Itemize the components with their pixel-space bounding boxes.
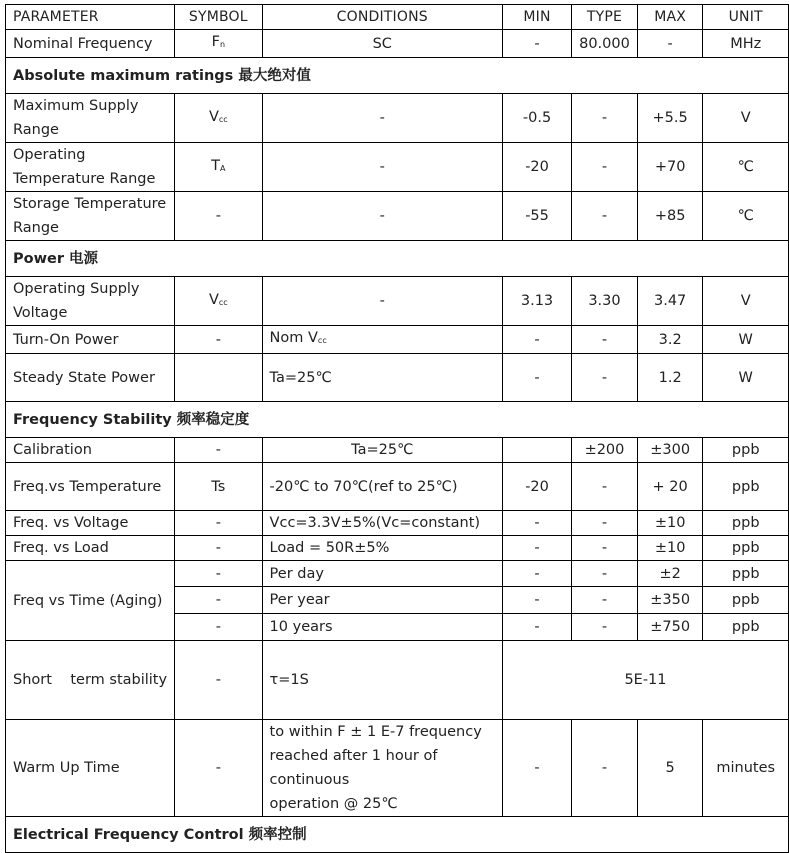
max-cell: 3.47 [637, 277, 703, 326]
max-cell: 3.2 [637, 326, 703, 354]
max-cell: ±2 [637, 561, 703, 587]
conditions-cell: Vcc=3.3V±5%(Vc=constant) [262, 511, 502, 536]
symbol-cell: - [175, 192, 262, 241]
parameter-cell: Maximum Supply Range [6, 94, 175, 143]
header-conditions: CONDITIONS [262, 5, 502, 30]
unit-cell: ppb [703, 614, 789, 641]
conditions-cell: -20℃ to 70℃(ref to 25℃) [262, 463, 502, 511]
section-title: Electrical Frequency Control 频率控制 [6, 817, 789, 853]
symbol-cell: - [175, 536, 262, 561]
table-row [6, 511, 789, 536]
unit-cell: ppb [703, 587, 789, 614]
section-row-absolute-max [6, 58, 789, 94]
parameter-cell: Operating Supply Voltage [6, 277, 175, 326]
min-cell: - [502, 587, 571, 614]
header-min: MIN [502, 5, 571, 30]
type-cell: - [572, 94, 638, 143]
section-title: Frequency Stability 频率稳定度 [6, 402, 789, 438]
specification-table [5, 4, 789, 853]
symbol-text: V [208, 108, 219, 125]
conditions-cell: - [262, 143, 502, 192]
conditions-cell: τ=1S [262, 641, 502, 720]
type-cell: - [572, 192, 638, 241]
parameter-cell: Turn-On Power [6, 326, 175, 354]
unit-cell: MHz [703, 30, 789, 58]
min-cell [502, 438, 571, 463]
parameter-cell: Freq.vs Temperature [6, 463, 175, 511]
conditions-cell: SC [262, 30, 502, 58]
symbol-subscript: cc [218, 114, 228, 124]
type-cell: - [572, 561, 638, 587]
conditions-line: operation @ 25℃ [269, 796, 398, 812]
symbol-text: T [211, 157, 220, 174]
section-row-power [6, 241, 789, 277]
min-cell: - [502, 536, 571, 561]
table-row [6, 94, 789, 143]
parameter-cell: Storage Temperature Range [6, 192, 175, 241]
unit-cell: W [703, 326, 789, 354]
symbol-cell: - [175, 614, 262, 641]
header-unit: UNIT [703, 5, 789, 30]
table-row [6, 354, 789, 402]
unit-cell: ppb [703, 511, 789, 536]
symbol-cell: - [175, 511, 262, 536]
type-cell: - [572, 354, 638, 402]
unit-cell: V [703, 277, 789, 326]
conditions-cell: Ta=25℃ [262, 438, 502, 463]
min-cell: - [502, 511, 571, 536]
conditions-cell [262, 720, 502, 817]
conditions-cell: - [262, 94, 502, 143]
max-cell: 5 [637, 720, 703, 817]
parameter-cell: Freq vs Time (Aging) [6, 561, 175, 641]
conditions-cell: Load = 50R±5% [262, 536, 502, 561]
parameter-cell: Freq. vs Voltage [6, 511, 175, 536]
symbol-cell: - [175, 641, 262, 720]
symbol-cell: - [175, 561, 262, 587]
table-row-nominal-frequency [6, 30, 789, 58]
min-cell: 3.13 [502, 277, 571, 326]
conditions-cell: - [262, 277, 502, 326]
header-symbol: SYMBOL [175, 5, 262, 30]
conditions-cell [262, 326, 502, 354]
max-cell: ±350 [637, 587, 703, 614]
unit-cell: ppb [703, 536, 789, 561]
table-row [6, 277, 789, 326]
max-cell: +85 [637, 192, 703, 241]
type-cell: - [572, 614, 638, 641]
conditions-subscript: cc [317, 336, 327, 345]
table-row [6, 438, 789, 463]
symbol-text: V [208, 291, 219, 308]
min-cell: -0.5 [502, 94, 571, 143]
conditions-cell: 10 years [262, 614, 502, 641]
table-row [6, 463, 789, 511]
symbol-subscript: A [220, 163, 226, 173]
table-row [6, 536, 789, 561]
symbol-cell: - [175, 326, 262, 354]
unit-cell: minutes [703, 720, 789, 817]
symbol-subscript: n [219, 40, 226, 49]
min-cell: - [502, 720, 571, 817]
max-cell: - [637, 30, 703, 58]
symbol-subscript: cc [218, 297, 228, 307]
conditions-cell: Per year [262, 587, 502, 614]
max-cell: +70 [637, 143, 703, 192]
unit-cell: ℃ [703, 192, 789, 241]
conditions-line: to within F ± 1 E-7 frequency [269, 724, 482, 740]
table-row [6, 192, 789, 241]
section-title: Power 电源 [6, 241, 789, 277]
parameter-cell: Short term stability [6, 641, 175, 720]
parameter-cell: Freq. vs Load [6, 536, 175, 561]
type-cell: ±200 [572, 438, 638, 463]
max-cell: ±300 [637, 438, 703, 463]
max-cell: 1.2 [637, 354, 703, 402]
unit-cell: ppb [703, 438, 789, 463]
type-cell: - [572, 587, 638, 614]
unit-cell: V [703, 94, 789, 143]
type-cell: - [572, 536, 638, 561]
unit-cell: W [703, 354, 789, 402]
symbol-cell: Ts [175, 463, 262, 511]
symbol-text: F [211, 34, 220, 50]
min-cell: -55 [502, 192, 571, 241]
table-row-aging [6, 561, 789, 587]
parameter-cell: Nominal Frequency [6, 30, 175, 58]
unit-cell: ppb [703, 463, 789, 511]
conditions-cell: Per day [262, 561, 502, 587]
section-row-electrical-frequency-control [6, 817, 789, 853]
header-parameter: PARAMETER [6, 5, 175, 30]
symbol-cell [175, 30, 262, 58]
min-cell: -20 [502, 143, 571, 192]
parameter-cell: Calibration [6, 438, 175, 463]
parameter-cell: Steady State Power [6, 354, 175, 402]
max-cell: + 20 [637, 463, 703, 511]
min-cell: - [502, 30, 571, 58]
max-cell: ±750 [637, 614, 703, 641]
conditions-line: reached after 1 hour of [269, 748, 438, 764]
table-row [6, 143, 789, 192]
type-cell: - [572, 511, 638, 536]
value-cell: 5E-11 [502, 641, 788, 720]
unit-cell: ppb [703, 561, 789, 587]
conditions-text: Nom V [269, 330, 318, 346]
min-cell: - [502, 354, 571, 402]
table-row [6, 326, 789, 354]
section-title: Absolute maximum ratings 最大绝对值 [6, 58, 789, 94]
symbol-cell: - [175, 438, 262, 463]
unit-cell: ℃ [703, 143, 789, 192]
type-cell: - [572, 463, 638, 511]
header-type: TYPE [572, 5, 638, 30]
symbol-cell [175, 143, 262, 192]
parameter-cell: Warm Up Time [6, 720, 175, 817]
conditions-cell: - [262, 192, 502, 241]
type-cell: - [572, 720, 638, 817]
table-row-warm-up-time [6, 720, 789, 817]
min-cell: - [502, 614, 571, 641]
symbol-cell [175, 277, 262, 326]
type-cell: - [572, 326, 638, 354]
min-cell: -20 [502, 463, 571, 511]
symbol-cell [175, 94, 262, 143]
type-cell: 80.000 [572, 30, 638, 58]
header-max: MAX [637, 5, 703, 30]
parameter-cell: Operating Temperature Range [6, 143, 175, 192]
min-cell: - [502, 561, 571, 587]
header-row [6, 5, 789, 30]
section-row-frequency-stability [6, 402, 789, 438]
table-row-short-term-stability [6, 641, 789, 720]
symbol-cell [175, 354, 262, 402]
type-cell: 3.30 [572, 277, 638, 326]
conditions-cell: Ta=25℃ [262, 354, 502, 402]
symbol-cell: - [175, 720, 262, 817]
min-cell: - [502, 326, 571, 354]
max-cell: +5.5 [637, 94, 703, 143]
max-cell: ±10 [637, 511, 703, 536]
max-cell: ±10 [637, 536, 703, 561]
symbol-cell: - [175, 587, 262, 614]
conditions-line: continuous [269, 772, 350, 788]
type-cell: - [572, 143, 638, 192]
